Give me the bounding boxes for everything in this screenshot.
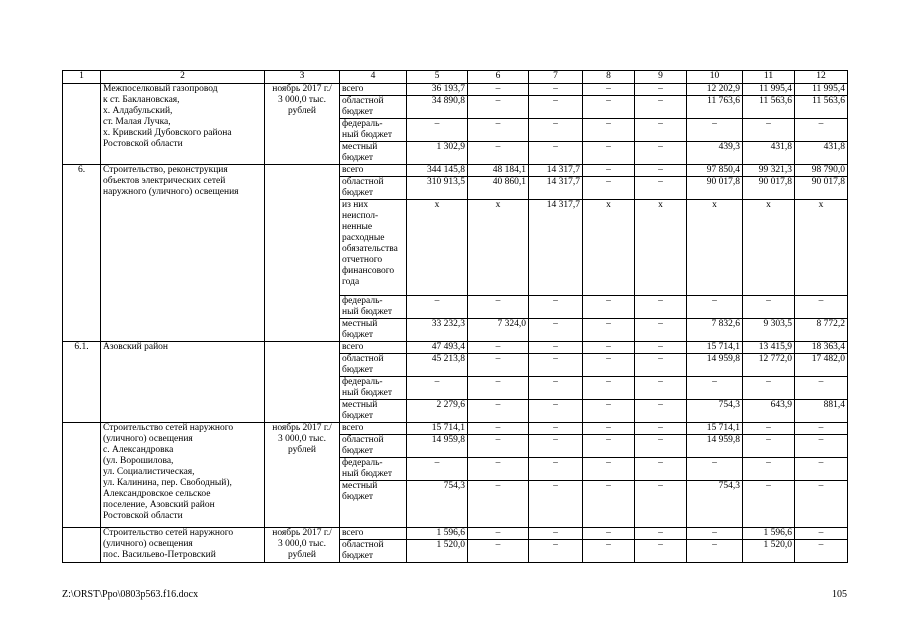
- value-cell: 754,3: [687, 481, 743, 528]
- value-cell: 431,8: [795, 142, 848, 165]
- value-cell: х: [407, 200, 468, 296]
- value-cell: –: [407, 119, 468, 142]
- value-cell: –: [468, 481, 529, 528]
- table-row: [63, 165, 848, 177]
- object-name-cell: Строительство сетей наружного (уличного) освещения с. Александровка (ул. Ворошилова, ул. Социалистическая, ул. Калинина, пер. Свободный), Александровское сельское поселение, Азовский район Ростовской области: [101, 423, 265, 528]
- value-cell: –: [583, 354, 635, 377]
- value-cell: –: [468, 400, 529, 423]
- value-cell: 40 860,1: [468, 177, 529, 200]
- value-cell: 1 520,0: [743, 540, 795, 563]
- value-cell: –: [529, 342, 583, 354]
- value-cell: –: [468, 142, 529, 165]
- header-cell: 6: [468, 71, 529, 84]
- value-cell: –: [468, 377, 529, 400]
- value-cell: –: [529, 377, 583, 400]
- value-cell: 1 596,6: [407, 528, 468, 540]
- value-cell: –: [635, 458, 687, 481]
- value-cell: 11 995,4: [795, 84, 848, 96]
- page-number: 105: [832, 589, 847, 600]
- object-name-cell: Строительство сетей наружного (уличного) освещения пос. Васильево-Петровский: [101, 528, 265, 563]
- source-cell: всего: [340, 528, 407, 540]
- value-cell: –: [468, 342, 529, 354]
- deadline-cell: [265, 342, 340, 423]
- value-cell: –: [529, 119, 583, 142]
- source-cell: федераль- ный бюджет: [340, 458, 407, 481]
- value-cell: х: [468, 200, 529, 296]
- value-cell: –: [795, 119, 848, 142]
- source-cell: всего: [340, 342, 407, 354]
- value-cell: –: [529, 458, 583, 481]
- value-cell: –: [468, 528, 529, 540]
- source-cell: областной бюджет: [340, 540, 407, 563]
- table-row: [63, 423, 848, 435]
- value-cell: 97 850,4: [687, 165, 743, 177]
- value-cell: –: [635, 142, 687, 165]
- value-cell: –: [529, 142, 583, 165]
- value-cell: 11 563,6: [743, 96, 795, 119]
- value-cell: 1 596,6: [743, 528, 795, 540]
- value-cell: –: [635, 400, 687, 423]
- source-cell: областной бюджет: [340, 96, 407, 119]
- object-name-cell: Строительство, реконструкция объектов электрических сетей наружного (уличного) освещения: [101, 165, 265, 342]
- value-cell: 754,3: [687, 400, 743, 423]
- value-cell: –: [529, 296, 583, 319]
- value-cell: –: [635, 296, 687, 319]
- value-cell: –: [583, 84, 635, 96]
- value-cell: –: [795, 481, 848, 528]
- value-cell: 15 714,1: [687, 423, 743, 435]
- value-cell: –: [635, 177, 687, 200]
- value-cell: 90 017,8: [687, 177, 743, 200]
- value-cell: 33 232,3: [407, 319, 468, 342]
- value-cell: –: [583, 540, 635, 563]
- value-cell: –: [743, 458, 795, 481]
- header-cell: 12: [795, 71, 848, 84]
- deadline-cell: ноябрь 2017 г./ 3 000,0 тыс. рублей: [265, 528, 340, 563]
- header-row: [63, 71, 848, 84]
- source-cell: местный бюджет: [340, 142, 407, 165]
- value-cell: –: [407, 377, 468, 400]
- value-cell: х: [687, 200, 743, 296]
- value-cell: –: [687, 458, 743, 481]
- value-cell: –: [795, 540, 848, 563]
- value-cell: 34 890,8: [407, 96, 468, 119]
- header-cell: 9: [635, 71, 687, 84]
- value-cell: –: [635, 354, 687, 377]
- value-cell: –: [468, 119, 529, 142]
- value-cell: 11 563,6: [795, 96, 848, 119]
- source-cell: федераль- ный бюджет: [340, 119, 407, 142]
- value-cell: 754,3: [407, 481, 468, 528]
- value-cell: 48 184,1: [468, 165, 529, 177]
- value-cell: 13 415,9: [743, 342, 795, 354]
- value-cell: –: [529, 319, 583, 342]
- value-cell: –: [529, 400, 583, 423]
- value-cell: 310 913,5: [407, 177, 468, 200]
- value-cell: –: [529, 435, 583, 458]
- value-cell: –: [743, 377, 795, 400]
- row-number-cell: [63, 528, 101, 563]
- value-cell: –: [529, 354, 583, 377]
- value-cell: –: [635, 119, 687, 142]
- value-cell: 881,4: [795, 400, 848, 423]
- value-cell: х: [583, 200, 635, 296]
- value-cell: 7 832,6: [687, 319, 743, 342]
- value-cell: –: [583, 528, 635, 540]
- value-cell: 17 482,0: [795, 354, 848, 377]
- value-cell: 47 493,4: [407, 342, 468, 354]
- value-cell: –: [529, 423, 583, 435]
- table-row: [63, 528, 848, 540]
- value-cell: 15 714,1: [687, 342, 743, 354]
- header-cell: 11: [743, 71, 795, 84]
- value-cell: –: [687, 540, 743, 563]
- object-name-cell: Азовский район: [101, 342, 265, 423]
- value-cell: 98 790,0: [795, 165, 848, 177]
- value-cell: 45 213,8: [407, 354, 468, 377]
- value-cell: –: [635, 342, 687, 354]
- value-cell: 15 714,1: [407, 423, 468, 435]
- header-cell: 4: [340, 71, 407, 84]
- deadline-cell: [265, 165, 340, 342]
- value-cell: 643,9: [743, 400, 795, 423]
- value-cell: 18 363,4: [795, 342, 848, 354]
- value-cell: 99 321,3: [743, 165, 795, 177]
- value-cell: 439,3: [687, 142, 743, 165]
- value-cell: –: [743, 435, 795, 458]
- row-number-cell: 6.: [63, 165, 101, 342]
- header-cell: 7: [529, 71, 583, 84]
- value-cell: –: [529, 481, 583, 528]
- value-cell: –: [468, 296, 529, 319]
- value-cell: –: [795, 296, 848, 319]
- value-cell: –: [687, 377, 743, 400]
- value-cell: 12 772,0: [743, 354, 795, 377]
- value-cell: –: [687, 528, 743, 540]
- value-cell: 14 959,8: [687, 435, 743, 458]
- value-cell: –: [468, 84, 529, 96]
- header-cell: 5: [407, 71, 468, 84]
- source-cell: местный бюджет: [340, 481, 407, 528]
- value-cell: –: [529, 96, 583, 119]
- value-cell: 14 317,7: [529, 165, 583, 177]
- table-row: [63, 342, 848, 354]
- value-cell: –: [635, 423, 687, 435]
- value-cell: 12 202,9: [687, 84, 743, 96]
- header-cell: 10: [687, 71, 743, 84]
- value-cell: –: [583, 400, 635, 423]
- value-cell: 14 959,8: [687, 354, 743, 377]
- source-cell: федераль- ный бюджет: [340, 377, 407, 400]
- value-cell: –: [635, 528, 687, 540]
- source-cell: местный бюджет: [340, 400, 407, 423]
- value-cell: 9 303,5: [743, 319, 795, 342]
- value-cell: х: [635, 200, 687, 296]
- value-cell: –: [468, 458, 529, 481]
- value-cell: –: [583, 142, 635, 165]
- source-cell: областной бюджет: [340, 435, 407, 458]
- value-cell: 1 520,0: [407, 540, 468, 563]
- value-cell: –: [583, 377, 635, 400]
- value-cell: –: [529, 540, 583, 563]
- table-row: [63, 84, 848, 96]
- value-cell: –: [795, 423, 848, 435]
- value-cell: –: [743, 481, 795, 528]
- value-cell: –: [795, 377, 848, 400]
- value-cell: –: [743, 423, 795, 435]
- value-cell: –: [583, 319, 635, 342]
- value-cell: –: [468, 96, 529, 119]
- value-cell: 90 017,8: [743, 177, 795, 200]
- value-cell: –: [795, 528, 848, 540]
- value-cell: –: [407, 296, 468, 319]
- value-cell: –: [407, 458, 468, 481]
- value-cell: –: [583, 119, 635, 142]
- value-cell: –: [687, 119, 743, 142]
- header-cell: 1: [63, 71, 101, 84]
- value-cell: –: [583, 423, 635, 435]
- value-cell: –: [635, 481, 687, 528]
- value-cell: –: [635, 319, 687, 342]
- value-cell: –: [795, 458, 848, 481]
- source-cell: местный бюджет: [340, 319, 407, 342]
- value-cell: –: [583, 177, 635, 200]
- value-cell: 2 279,6: [407, 400, 468, 423]
- header-cell: 8: [583, 71, 635, 84]
- value-cell: –: [743, 296, 795, 319]
- value-cell: –: [468, 354, 529, 377]
- source-cell: из них неиспол- ненные расходные обязательства отчетного финансового года: [340, 200, 407, 296]
- table-body: [63, 71, 848, 563]
- deadline-cell: ноябрь 2017 г./ 3 000,0 тыс. рублей: [265, 84, 340, 165]
- row-number-cell: 6.1.: [63, 342, 101, 423]
- value-cell: –: [635, 435, 687, 458]
- value-cell: –: [583, 458, 635, 481]
- value-cell: 7 324,0: [468, 319, 529, 342]
- value-cell: х: [743, 200, 795, 296]
- value-cell: –: [635, 540, 687, 563]
- value-cell: –: [468, 435, 529, 458]
- value-cell: –: [743, 119, 795, 142]
- value-cell: –: [583, 481, 635, 528]
- row-number-cell: [63, 423, 101, 528]
- value-cell: х: [795, 200, 848, 296]
- source-cell: федераль- ный бюджет: [340, 296, 407, 319]
- value-cell: 11 763,6: [687, 96, 743, 119]
- value-cell: –: [687, 296, 743, 319]
- value-cell: –: [635, 96, 687, 119]
- source-cell: всего: [340, 165, 407, 177]
- source-cell: областной бюджет: [340, 177, 407, 200]
- value-cell: 8 772,2: [795, 319, 848, 342]
- source-cell: всего: [340, 84, 407, 96]
- source-cell: всего: [340, 423, 407, 435]
- header-cell: 3: [265, 71, 340, 84]
- value-cell: –: [583, 96, 635, 119]
- value-cell: 431,8: [743, 142, 795, 165]
- value-cell: 14 317,7: [529, 200, 583, 296]
- value-cell: –: [583, 165, 635, 177]
- value-cell: 344 145,8: [407, 165, 468, 177]
- value-cell: –: [635, 377, 687, 400]
- value-cell: –: [583, 296, 635, 319]
- value-cell: 1 302,9: [407, 142, 468, 165]
- source-cell: областной бюджет: [340, 354, 407, 377]
- row-number-cell: [63, 84, 101, 165]
- value-cell: 14 317,7: [529, 177, 583, 200]
- value-cell: 90 017,8: [795, 177, 848, 200]
- value-cell: 36 193,7: [407, 84, 468, 96]
- value-cell: –: [468, 423, 529, 435]
- value-cell: –: [529, 528, 583, 540]
- document-path: Z:\ORST\Ppo\0803p563.f16.docx: [62, 589, 199, 600]
- value-cell: –: [635, 165, 687, 177]
- header-cell: 2: [101, 71, 265, 84]
- deadline-cell: ноябрь 2017 г./ 3 000,0 тыс. рублей: [265, 423, 340, 528]
- object-name-cell: Межпоселковый газопровод к ст. Баклановская, х. Алдабульский, ст. Малая Лучка, х. Кривский Дубовского района Ростовской области: [101, 84, 265, 165]
- value-cell: –: [529, 84, 583, 96]
- value-cell: –: [468, 540, 529, 563]
- value-cell: –: [583, 342, 635, 354]
- value-cell: 14 959,8: [407, 435, 468, 458]
- value-cell: –: [795, 435, 848, 458]
- value-cell: –: [635, 84, 687, 96]
- value-cell: 11 995,4: [743, 84, 795, 96]
- financing-table: [62, 70, 848, 563]
- value-cell: –: [583, 435, 635, 458]
